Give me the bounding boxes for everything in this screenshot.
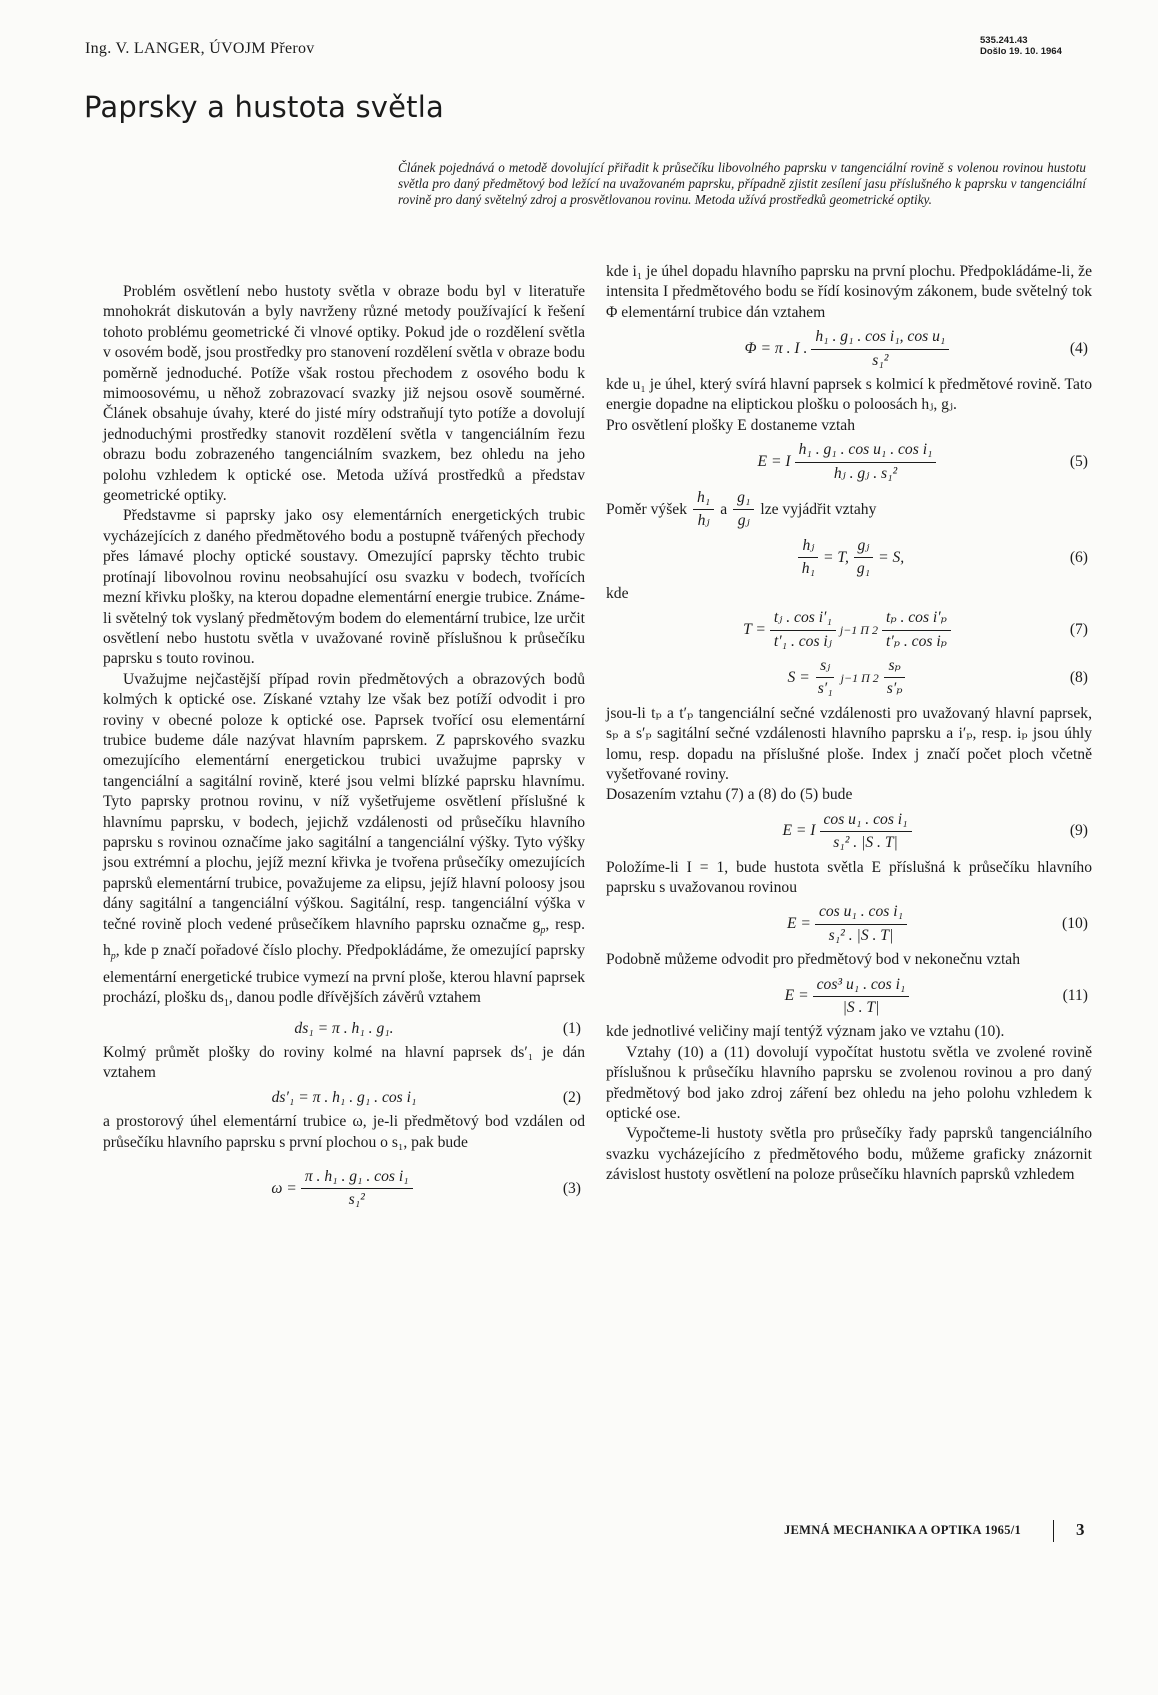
received-date: Došlo 19. 10. 1964 bbox=[980, 46, 1062, 57]
abstract: Článek pojednává o metodě dovolující přiřadit k průsečíku libovolného paprsku v tangenciální rovině s volenou rovinou hustotu světla pro daný předmětový bod ležící na uvažovaném paprsku, případně zjistit zesílení jasu příslušného k paprsku v tangenciální rovině pro daný světelný zdroj a prosvětlovanou rovinu. Metoda užívá prostředků geometrické optiky. bbox=[398, 160, 1086, 208]
equation-6: $\frac{\text{hⱼ}}{\text{h₁}}$ = T, $\frac{\text{gⱼ}}{\text{g₁}}$ = S, (6) bbox=[606, 536, 1092, 580]
equation-7: T = $\frac{\text{tⱼ . cos i′₁}}{\text{t′₁ . cos iⱼ}}$ j−1 Π 2 $\frac{\text{tₚ . cos i′ₚ}}{\text{t′ₚ . cos iₚ}}$ (7) bbox=[606, 608, 1092, 652]
paragraph: kde jednotlivé veličiny mají tentýž význam jako ve vztahu (10). bbox=[606, 1023, 1005, 1041]
paragraph: kde bbox=[606, 584, 629, 602]
equation-5 bbox=[606, 440, 1092, 484]
equation-8: S = $\frac{\text{sⱼ}}{\text{s′₁}}$ j−1 Π 2 $\frac{\text{sₚ}}{\text{s′ₚ}}$ (8) bbox=[606, 656, 1092, 700]
author-line: Ing. V. LANGER, ÚVOJM Přerov bbox=[85, 40, 315, 57]
equation-number: (6) bbox=[1069, 548, 1088, 566]
equation-3 bbox=[103, 1167, 585, 1211]
paragraph: Uvažujme nejčastější případ rovin předmětových a obrazových bodů kolmých k optické ose. Získané vztahy lze však bez potíží odvodit i pro roviny v obecné poloze k optické ose. Paprsek tvořící osu elementární trubice budeme dále nazývat hlavním paprskem. Z paprskového svazku omezujícího elementární energetickou trubici uvažujme paprsky v tangenciální a sagitální rovině, které jsou velmi blízké paprsku hlavnímu. Tyto paprsky protnou rovinu, v níž vyšetřujeme osvětlení příslušné k hlavnímu paprsku, v bodech, jejichž vzdálenosti od průsečíku hlavního paprsku s rovinou označíme jako sagitální a tangenciální výšky. Tyto výšky jsou extrémní a plochu, jejíž mezní křivka je tvořena průsečíky omezujících paprsků elementární trubice, považujeme za elipsu, jejíž hlavní poloosy jsou dány sagitální a tangenciální výškou. Sagitální, resp. tangenciální výška v tečné rovině ploch vedené průsečíkem hlavního paprsku označme $g_p$, resp. $h_p$, kde p značí pořadové číslo plochy. Předpokládáme, že omezující paprsky elementární energetické trubice vymezí na první ploše, kterou hlavní paprsek prochází, plošku $ds_1$, danou podle dřívějších závěrů vztahem bbox=[103, 670, 585, 1010]
paragraph: a prostorový úhel elementární trubice ω, je-li předmětový bod vzdálen od průsečíku hlavního paprsku s první plochou o s₁, pak bude bbox=[103, 1113, 585, 1151]
equation-number: (7) bbox=[1069, 620, 1088, 638]
denominator: hⱼ . gⱼ . s₁² bbox=[833, 464, 898, 482]
equation-number: (9) bbox=[1069, 822, 1088, 840]
equation-number: (1) bbox=[562, 1019, 581, 1037]
paragraph: kde u₁ je úhel, který svírá hlavní paprsek s kolmicí k předmětové rovině. Tato energie dopadne na eliptickou plošku o poloosách hⱼ, gⱼ. bbox=[606, 376, 1092, 414]
equation-1 bbox=[103, 1019, 585, 1039]
equation-lhs: E = I bbox=[757, 452, 791, 470]
equation-number: (5) bbox=[1069, 452, 1088, 470]
equation-number: (11) bbox=[1062, 987, 1088, 1005]
paragraph: Dosazením vztahu (7) a (8) do (5) bude bbox=[606, 786, 853, 804]
equation-10: E = $\frac{\text{cos u₁ . cos i₁}}{\text{s₁² . |S . T|}}$ (10) bbox=[606, 902, 1092, 946]
product-operator: j−1 Π 2 bbox=[840, 670, 879, 685]
equation-number: (4) bbox=[1069, 339, 1088, 357]
journal-footer: JEMNÁ MECHANIKA A OPTIKA 1965/1 bbox=[784, 1523, 1022, 1537]
fraction: $\frac{\text{gⱼ}}{\text{g₁}}$ bbox=[853, 536, 874, 580]
numerator: h₁ . g₁ . cos u₁ . cos i₁ bbox=[795, 440, 937, 462]
paragraph: Představme si paprsky jako osy elementárních energetických trubic vycházejících z daného předmětového bodu a postupně tvářených přechody přes lámavé plochy optické soustavy. Omezující paprsky těchto trubic protínají libovolnou rovinu neobsahující osu svazku v bodech, tvořících mezní křivku plošky, na kterou dopadne elementární energie trubice. Známe-li světelný tok vyslaný předmětovým bodem do elementární trubice, lze určit osvětlení nebo hustotu světla v uvažované rovině příslušnou k průsečíku paprsku s touto rovinou. bbox=[103, 507, 585, 668]
fraction: $\frac{\text{h₁}}{\text{hⱼ}}$ bbox=[693, 488, 714, 532]
equation-2 bbox=[103, 1088, 585, 1108]
fraction bbox=[301, 1167, 413, 1211]
fraction: $\frac{\text{sₚ}}{\text{s′ₚ}}$ bbox=[883, 656, 907, 700]
equation-body: ds₁ = π . h₁ . g₁. bbox=[294, 1019, 394, 1037]
page-number: 3 bbox=[1076, 1520, 1085, 1539]
paragraph: Pro osvětlení plošky E dostaneme vztah bbox=[606, 416, 856, 434]
paragraph: Vypočteme-li hustoty světla pro průsečíky řady paprsků tangenciálního svazku vycházejícího z předmětového bodu, můžeme graficky znázornit závislost hustoty osvětlení na poloze průsečíku hlavních paprsků vzhledem bbox=[606, 1125, 1092, 1184]
product-operator: j−1 Π 2 bbox=[839, 622, 878, 637]
equation-11: E = $\frac{\text{cos³ u₁ . cos i₁}}{|S . T|}$ (11) bbox=[606, 975, 1092, 1019]
fraction: $\frac{\text{tⱼ . cos i′₁}}{\text{t′₁ . cos iⱼ}}$ bbox=[770, 608, 836, 652]
fraction: $\frac{\text{tₚ . cos i′ₚ}}{\text{t′ₚ . cos iₚ}}$ bbox=[882, 608, 951, 652]
numerator: h₁ . g₁ . cos i₁, cos u₁ bbox=[811, 327, 949, 349]
equation-number: (8) bbox=[1069, 668, 1088, 686]
paragraph: Podobně můžeme odvodit pro předmětový bod v nekonečnu vztah bbox=[606, 951, 1021, 969]
denominator: s₁² bbox=[348, 1191, 365, 1209]
fraction: $\frac{\text{g₁}}{\text{gⱼ}}$ bbox=[733, 488, 754, 532]
fraction: $\frac{\text{cos u₁ . cos i₁}}{\text{s₁² . |S . T|}}$ bbox=[815, 902, 907, 946]
fraction: $\frac{\text{hⱼ}}{\text{h₁}}$ bbox=[798, 536, 819, 580]
equation-number: (3) bbox=[562, 1179, 581, 1197]
right-column bbox=[606, 262, 1092, 1186]
paragraph: jsou-li tₚ a t′ₚ tangenciální sečné vzdálenosti pro uvažovaný hlavní paprsek, sₚ a s′ₚ sagitální sečné vzdálenosti hlavního paprsku a i′ₚ, resp. iₚ jsou úhly lomu, resp. dopadu na příslušné ploše. Index j značí počet ploch včetně vyšetřované roviny. bbox=[606, 704, 1092, 783]
article-title: Paprsky a hustota světla bbox=[84, 90, 444, 124]
equation-number: (10) bbox=[1062, 915, 1088, 933]
equation-body: ds′₁ = π . h₁ . g₁ . cos i₁ bbox=[271, 1088, 417, 1106]
fraction bbox=[811, 327, 949, 371]
equation-number: (2) bbox=[562, 1088, 581, 1106]
paragraph: Problém osvětlení nebo hustoty světla v obraze bodu byl v literatuře mnohokrát diskutován a byly navrženy různé metody používající k řešení tohoto problému geometrické či vlnové optiky. Pokud jde o rozdělení světla v osovém bodě, jsou prostředky pro stanovení rozdělení světla v obraze bodu poměrně jednoduché. Potíže však rostou přechodem z osového bodu k mimoosovému, u něhož zobrazovací svazky již nejsou osově souměrné. Článek obsahuje úvahy, které do jisté míry odstraňují tyto potíže a dovolují jednoduchými prostředky stanovit rozdělení světla v tangenciálním řezu obrazu bodu zobrazeného tangenciálním svazkem, bez ohledu na jeho polohu vzhledem k optické ose. Metoda užívá prostředků a představ geometrické optiky. bbox=[103, 283, 585, 505]
paragraph: Vztahy (10) a (11) dovolují vypočítat hustotu světla ve zvolené rovině příslušnou k průsečíku hlavního paprsku se zvolenou rovinou a pro daný předmětový bod jako zdroj záření bez ohledu na jeho polohu vzhledem k optické ose. bbox=[606, 1043, 1092, 1123]
fraction: $\frac{\text{sⱼ}}{\text{s′₁}}$ bbox=[817, 656, 833, 698]
denominator: s₁² bbox=[872, 351, 889, 369]
paragraph: Kolmý průmět plošky do roviny kolmé na hlavní paprsek ds′₁ je dán vztahem bbox=[103, 1043, 585, 1082]
numerator: π . h₁ . g₁ . cos i₁ bbox=[301, 1167, 413, 1189]
equation-lhs: ω = bbox=[271, 1179, 297, 1197]
equation-9: E = I $\frac{\text{cos u₁ . cos i₁}}{\text{s₁² . |S . T|}}$ (9) bbox=[606, 810, 1092, 854]
equation-lhs: Φ = π . I . bbox=[744, 339, 808, 357]
fraction: $\frac{\text{cos³ u₁ . cos i₁}}{|S . T|}$ bbox=[813, 975, 910, 1019]
paragraph: Poměr výšek $\frac{\text{h₁}}{\text{hⱼ}}$ a $\frac{\text{g₁}}{\text{gⱼ}}$ lze vyjádřit vztahy bbox=[606, 488, 1092, 532]
udc-code: 535.241.43 bbox=[980, 35, 1028, 46]
fraction: $\frac{\text{cos u₁ . cos i₁}}{\text{s₁² . |S . T|}}$ bbox=[820, 810, 912, 854]
fraction bbox=[795, 440, 937, 484]
left-column bbox=[103, 282, 585, 1215]
paragraph: Položíme-li I = 1, bude hustota světla E příslušná k průsečíku hlavního paprsku s uvažovanou rovinou bbox=[606, 858, 1092, 896]
equation-4 bbox=[606, 327, 1092, 371]
paragraph: kde i₁ je úhel dopadu hlavního paprsku na první plochu. Předpokládáme-li, že intensita I předmětového bodu se řídí kosinovým zákonem, bude světelný tok Φ elementární trubice dán vztahem bbox=[606, 263, 1092, 321]
article-meta bbox=[980, 35, 1062, 57]
footer-divider bbox=[1053, 1520, 1054, 1542]
